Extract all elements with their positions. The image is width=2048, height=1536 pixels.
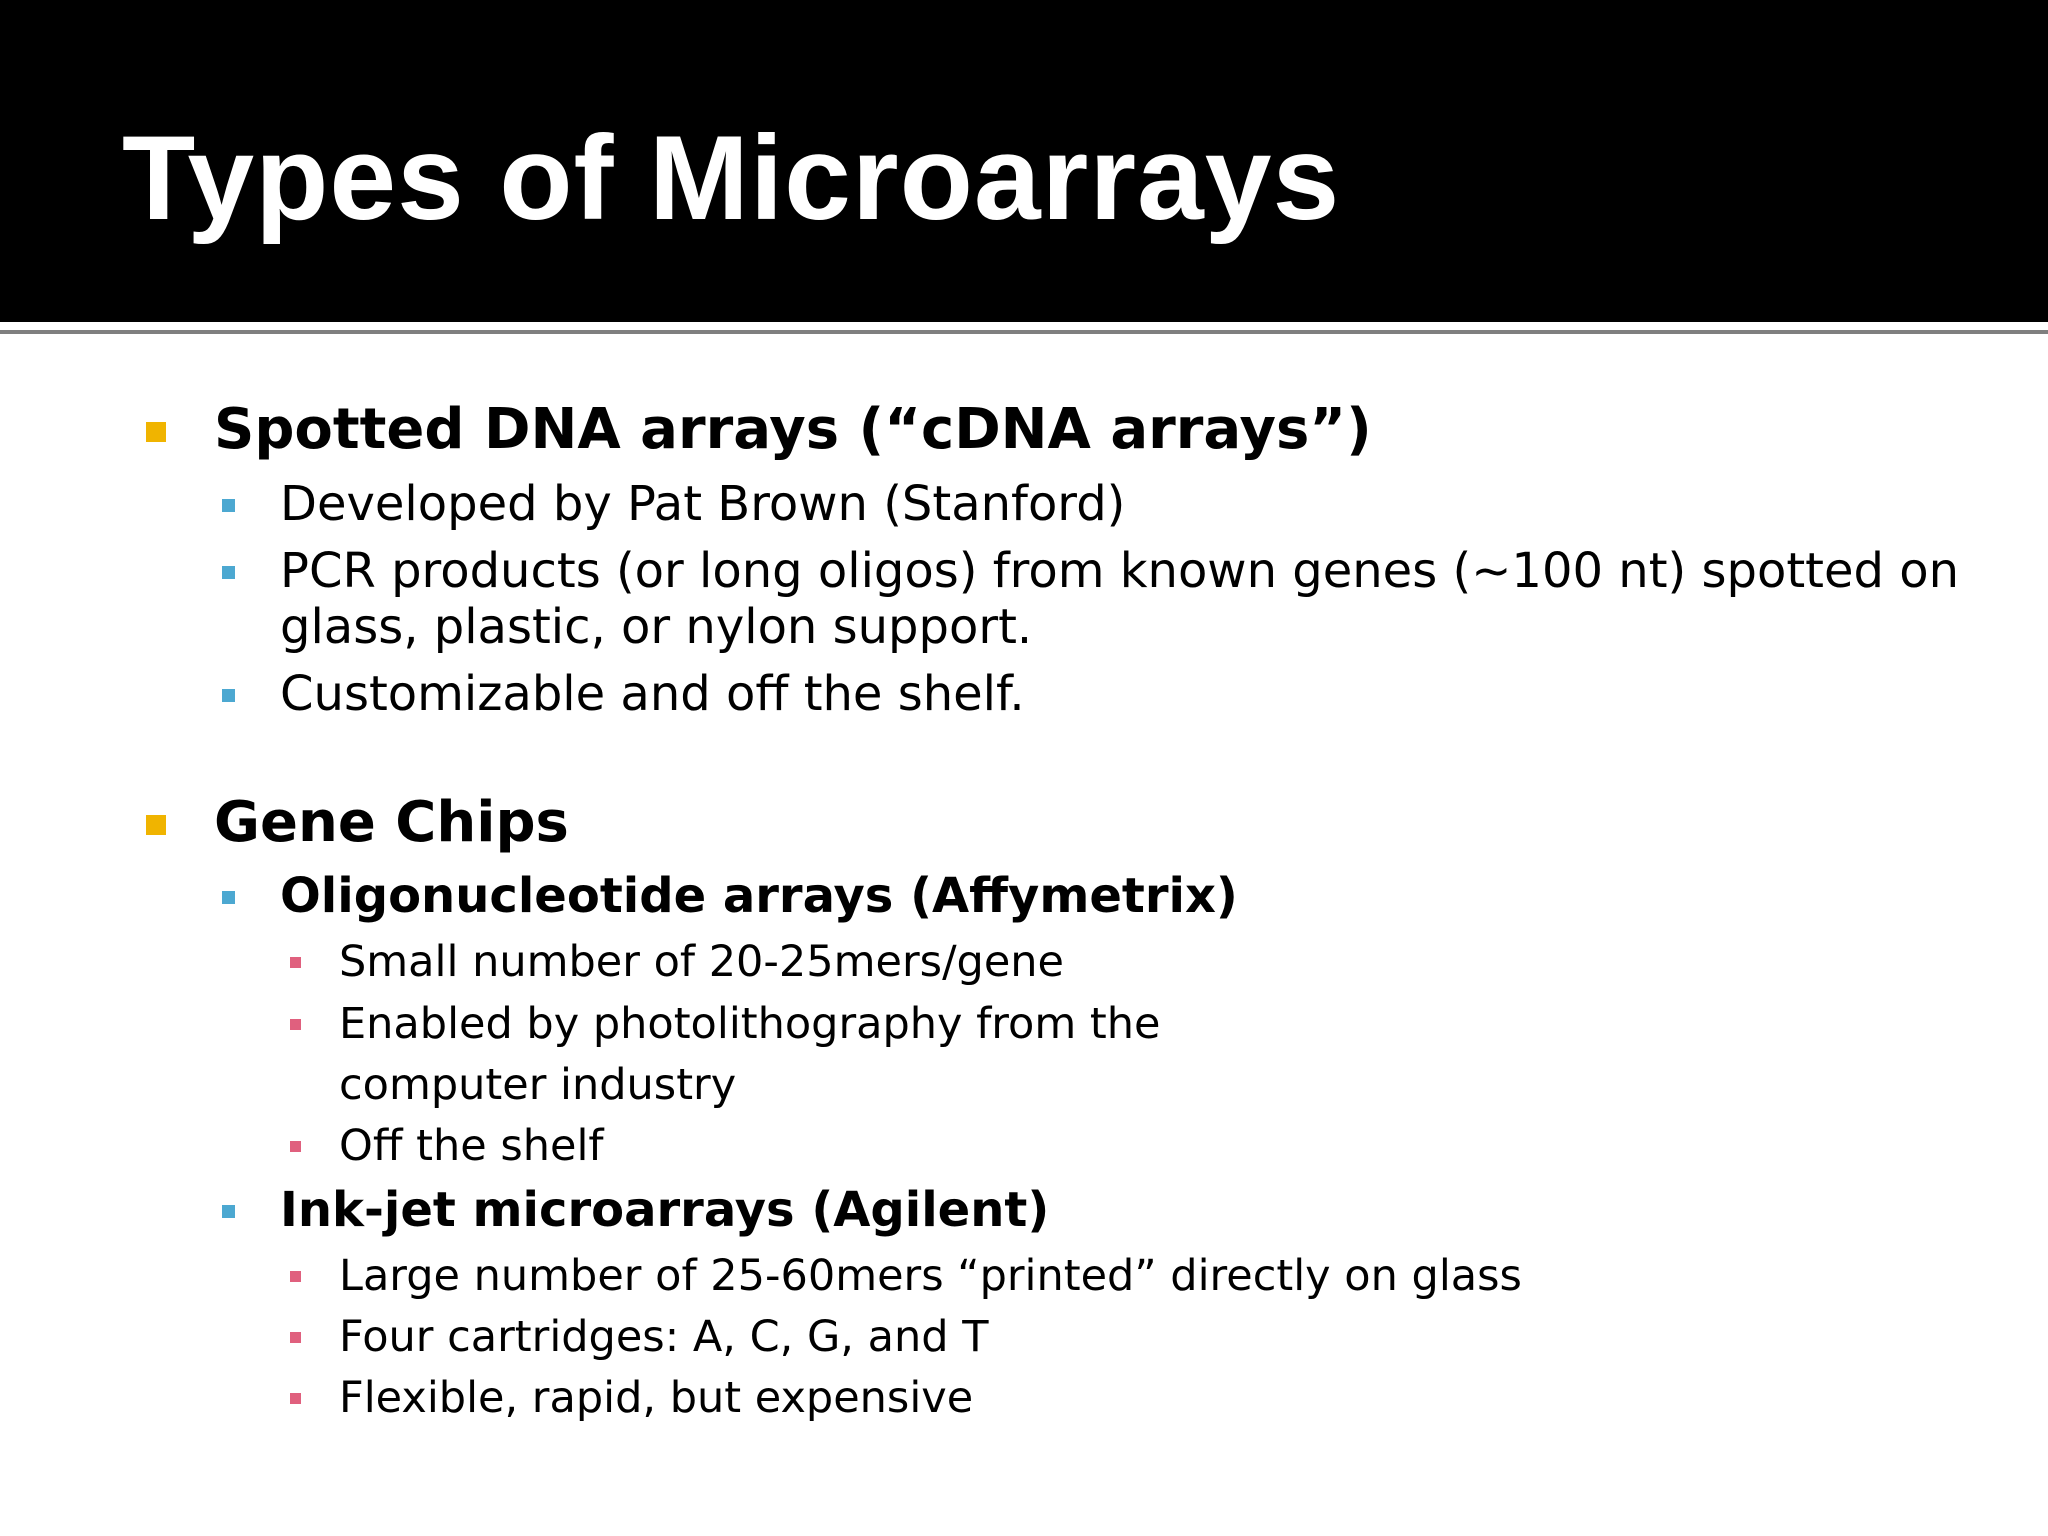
level3-bullet-icon — [290, 1271, 301, 1282]
level1-bullet-icon — [146, 422, 166, 442]
slide-title: Types of Microarrays — [122, 111, 1341, 245]
level3-bullet-icon — [290, 957, 301, 968]
sub-list-item: Flexible, rapid, but expensive — [339, 1373, 974, 1423]
sub-list-item: Small number of 20-25mers/gene — [339, 937, 1065, 987]
level3-bullet-icon — [290, 1393, 301, 1404]
list-item: Developed by Pat Brown (Stanford) — [280, 476, 1126, 532]
level2-bullet-icon — [222, 566, 235, 579]
list-item: Oligonucleotide arrays (Affymetrix) — [280, 868, 1238, 924]
level3-bullet-icon — [290, 1019, 301, 1030]
level3-bullet-icon — [290, 1141, 301, 1152]
list-item: PCR products (or long oligos) from known genes (~100 nt) spotted on — [280, 543, 1960, 599]
level2-bullet-icon — [222, 1205, 235, 1218]
level2-bullet-icon — [222, 499, 235, 512]
sub-list-item: Off the shelf — [339, 1121, 604, 1171]
list-item: Customizable and off the shelf. — [280, 666, 1025, 722]
list-item: Ink-jet microarrays (Agilent) — [280, 1182, 1050, 1238]
level1-bullet-icon — [146, 815, 166, 835]
sub-list-item: Enabled by photolithography from the — [339, 999, 1161, 1049]
sub-list-item-continuation: computer industry — [339, 1060, 737, 1110]
sub-list-item: Large number of 25-60mers “printed” directly on glass — [339, 1251, 1522, 1301]
section-heading: Gene Chips — [214, 790, 569, 855]
level2-bullet-icon — [222, 689, 235, 702]
sub-list-item: Four cartridges: A, C, G, and T — [339, 1312, 989, 1362]
level3-bullet-icon — [290, 1332, 301, 1343]
level2-bullet-icon — [222, 891, 235, 904]
section-heading: Spotted DNA arrays (“cDNA arrays”) — [214, 397, 1372, 462]
list-item-continuation: glass, plastic, or nylon support. — [280, 599, 1033, 655]
